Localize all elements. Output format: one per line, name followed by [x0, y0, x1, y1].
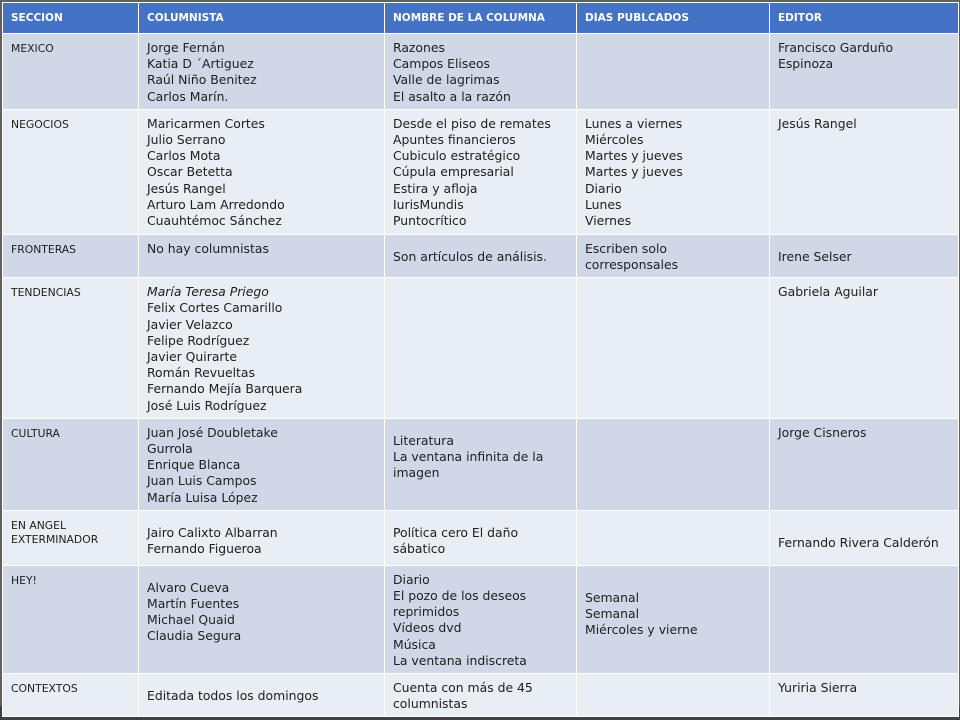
cell-seccion: CONTEXTOS — [3, 674, 139, 717]
cell-editor — [770, 565, 959, 673]
table-header-row — [3, 3, 959, 34]
cell-editor: Jorge Cisneros — [770, 418, 959, 510]
cell-columnista: Juan José Doubletake Gurrola Enrique Blanca Juan Luis Campos María Luisa López — [139, 418, 385, 510]
table-row — [3, 278, 959, 419]
cell-dias — [577, 510, 770, 565]
cell-columnista: No hay columnistas — [139, 234, 385, 277]
cell-seccion: HEY! — [3, 565, 139, 673]
cell-editor: Fernando Rivera Calderón — [770, 510, 959, 565]
cell-columna: Razones Campos Eliseos Valle de lagrimas El asalto a la razón — [385, 34, 577, 110]
cell-editor: Yuriria Sierra — [770, 674, 959, 717]
header-editor: EDITOR — [770, 3, 959, 34]
cell-seccion: MEXICO — [3, 34, 139, 110]
header-columnista: COLUMNISTA — [139, 3, 385, 34]
cell-dias — [577, 418, 770, 510]
header-seccion: SECCION — [3, 3, 139, 34]
cell-dias — [577, 278, 770, 419]
cell-dias: Semanal Semanal Miércoles y vierne — [577, 565, 770, 673]
cell-seccion: EN ANGEL EXTERMINADOR — [3, 510, 139, 565]
cell-columna: Literatura La ventana infinita de la imagen — [385, 418, 577, 510]
table-row — [3, 418, 959, 510]
cell-columna: Desde el piso de remates Apuntes financieros Cubiculo estratégico Cúpula empresarial Estira y afloja IurisMundis Puntocrítico — [385, 109, 577, 234]
cell-seccion: NEGOCIOS — [3, 109, 139, 234]
table-row — [3, 34, 959, 110]
table-row — [3, 565, 959, 673]
cell-editor: Irene Selser — [770, 234, 959, 277]
table-row — [3, 674, 959, 717]
table-row — [3, 109, 959, 234]
cell-dias — [577, 674, 770, 717]
table-row — [3, 510, 959, 565]
header-nombre-columna: NOMBRE DE LA COLUMNA — [385, 3, 577, 34]
cell-columnista: Maricarmen Cortes Julio Serrano Carlos Mota Oscar Betetta Jesús Rangel Arturo Lam Arredondo Cuauhtémoc Sánchez — [139, 109, 385, 234]
cell-seccion: CULTURA — [3, 418, 139, 510]
cell-columnista: Editada todos los domingos — [139, 674, 385, 717]
cell-columna: Diario El pozo de los deseos reprimidos Vídeos dvd Música La ventana indiscreta — [385, 565, 577, 673]
cell-columnista: Jorge Fernán Katia D ´Artiguez Raúl Niño Benitez Carlos Marín. — [139, 34, 385, 110]
cell-columnista: Jairo Calixto Albarran Fernando Figueroa — [139, 510, 385, 565]
header-dias-publicados: DIAS PUBLCADOS — [577, 3, 770, 34]
cell-dias — [577, 34, 770, 110]
cell-columna: Son artículos de análisis. — [385, 234, 577, 277]
cell-dias: Escriben solo corresponsales — [577, 234, 770, 277]
cell-seccion: FRONTERAS — [3, 234, 139, 277]
cell-dias: Lunes a viernes Miércoles Martes y jueves Martes y jueves Diario Lunes Viernes — [577, 109, 770, 234]
cell-columna: Política cero El daño sábatico — [385, 510, 577, 565]
cell-seccion: TENDENCIAS — [3, 278, 139, 419]
cell-columna — [385, 278, 577, 419]
cell-columnista: Alvaro Cueva Martín Fuentes Michael Quaid Claudia Segura — [139, 565, 385, 673]
cell-editor: Jesús Rangel — [770, 109, 959, 234]
cell-editor: Gabriela Aguilar — [770, 278, 959, 419]
cell-editor: Francisco Garduño Espinoza — [770, 34, 959, 110]
table-row — [3, 234, 959, 277]
cell-columna: Cuenta con más de 45 columnistas — [385, 674, 577, 717]
cell-columnista: María Teresa Priego Felix Cortes Camarillo Javier Velazco Felipe Rodríguez Javier Quirarte Román Revueltas Fernando Mejía Barquera José Luis Rodríguez — [139, 278, 385, 419]
columnists-table — [2, 2, 959, 717]
